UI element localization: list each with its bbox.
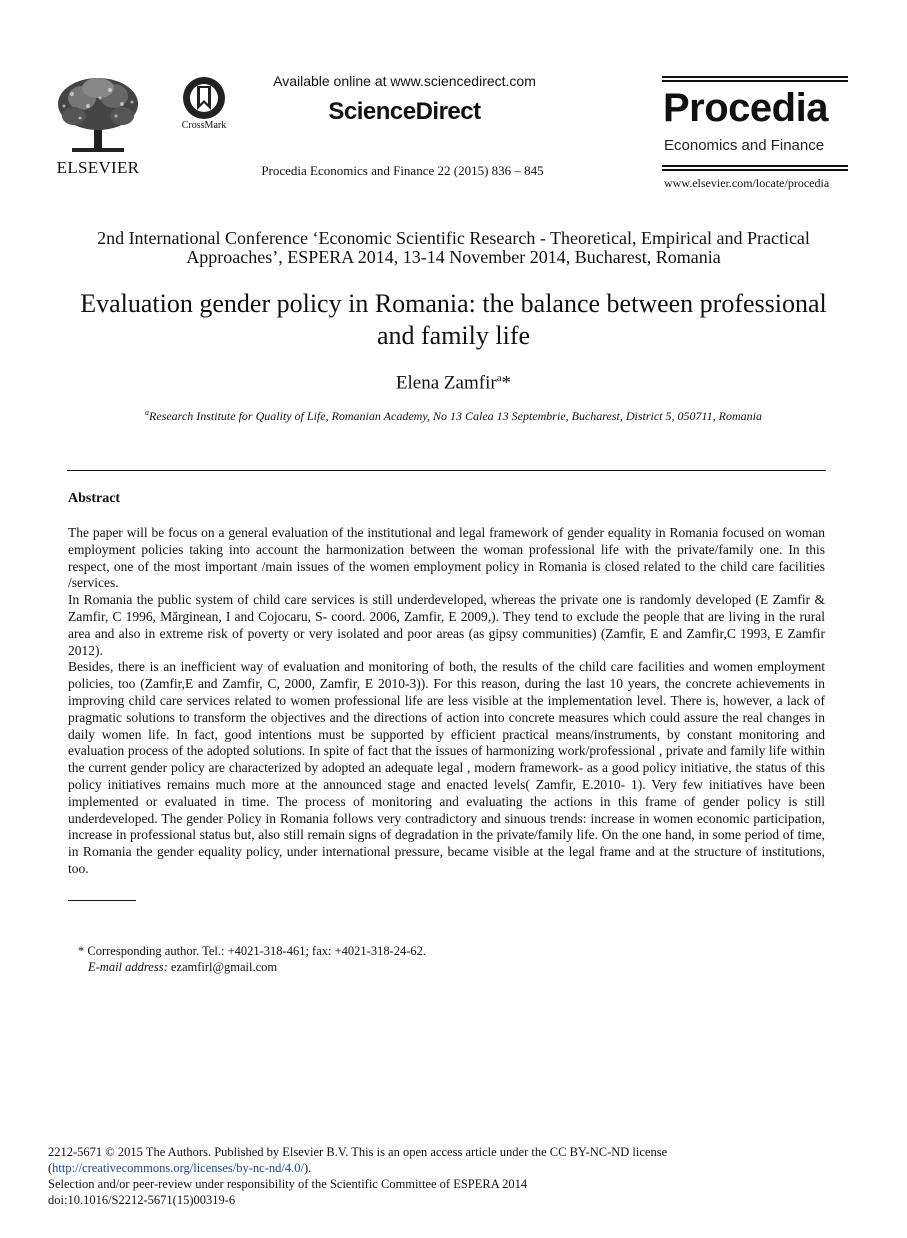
license-url-close: ). [303,1161,312,1175]
license-url-link[interactable]: http://creativecommons.org/licenses/by-nc-nd/4.0/ [52,1161,304,1175]
procedia-logo-subtitle: Economics and Finance [664,137,825,154]
license-footer [48,1144,868,1208]
available-online-text: Available online at www.sciencedirect.com [273,73,536,89]
corresponding-author-note: * Corresponding author. Tel.: +4021-318-461; fax: +4021-318-24-62. [78,944,427,958]
crossmark-icon[interactable] [182,76,226,120]
doi: doi:10.1016/S2212-5671(15)00319-6 [48,1193,236,1207]
elsevier-tree-logo-icon [52,76,144,156]
license-url-open: ( [48,1161,53,1175]
procedia-bottom-rule [662,165,848,167]
footnote-divider [68,900,136,901]
author-affiliation-mark: a [496,372,502,384]
affiliation [40,408,867,424]
sciencedirect-logo: ScienceDirect [328,98,481,125]
abstract-paragraph: Besides, there is an inefficient way of evaluation and monitoring of both, the results of the child care facilities and women employment policies, too (Zamfir,E and Zamfir, C, 2000, Zamfir, E 2010-3)). For this reason, during the last 10 years, the concrete achievements in improving child care services related to women professional life are less visible at the implementation level. There is, however, a lack of pragmatic solutions to transform the objectives and the directions of action into concrete measures which could assure the real changes in daily women life. In fact, good intentions must be supported by efficient practical means/instruments, by constant monitoring and evaluation process of the adopted solutions. In spite of fact that the issues of harmonizing work/professional , private and family life within the current gender policy are characterized by adopted an adequate legal , modern framework- as a good policy initiative, the status of this policy initiatives remains much more at the announced stage and enacted levels( Zamfir, E.2010- 1). Very few initiatives have been implemented or evaluated in time. The process of monitoring and evaluating the actions in this frame of gender policy is still underdeveloped. The gender Policy in Romania follows very contradictory and sinuous trends: increase in women economic participation, increase in professional status but, also still remain signs of degradation in the private/family life. On the one hand, in some period of time, in Romania the gender equality policy, under international pressure, became visible at the legal frame and at the structure of institutions, too. [68,659,825,876]
procedia-logo-title: Procedia [663,86,828,130]
email-address[interactable]: ezamfirl@gmail.com [170,960,278,974]
corresponding-mark: * [501,372,512,394]
procedia-top-rule-2 [662,80,848,82]
publisher-name: ELSEVIER [56,158,140,177]
affiliation-text: Research Institute for Quality of Life, Romanian Academy, No 13 Calea 13 Septembrie, Bucharest, District 5, 050711, Romania [149,409,762,423]
email-label: E-mail address: [88,960,168,974]
abstract-paragraph: The paper will be focus on a general evaluation of the institutional and legal framework of gender equality in Romania focused on woman employment policies taking into account the harmonization between the woman professional life with the private/family one. In this respect, one of the most important /main issues of the women employment policy in Romania is closed related to the child care facilities /services. [68,525,825,591]
journal-url-link[interactable]: www.elsevier.com/locate/procedia [664,176,830,190]
abstract-paragraph: In Romania the public system of child care services is still underdeveloped, whereas the private one is randomly developed (E Zamfir & Zamfir, C 1996, Mărginean, I and Cojocaru, S- coord. 2006, Zamfir, E 2009,). They tend to exclude the people that are living in the rural area and also in extreme risk of poverty or very isolated and poor areas (as gipsy communities) (Zamfir, E and Zamfir,C 1993, E Zamfir 2012). [68,592,825,658]
email-note [88,959,277,975]
license-line: 2212-5671 © 2015 The Authors. Published by Elsevier B.V. This is an open access article under the CC BY-NC-ND license [48,1145,668,1159]
peer-review-line: Selection and/or peer-review under responsibility of the Scientific Committee of ESPERA 2014 [48,1177,528,1191]
header-divider [67,470,826,471]
abstract-body [68,525,825,878]
journal-citation: Procedia Economics and Finance 22 (2015) 836 – 845 [261,163,544,178]
conference-name: 2nd International Conference ‘Economic Scientific Research - Theoretical, Empirical and Practical Approaches’, ESPERA 2014, 13-14 November 2014, Bucharest, Romania [97,228,810,267]
author-name: Elena Zamfir [395,372,497,394]
affiliation-mark: a [145,408,150,417]
paper-title: Evaluation gender policy in Romania: the balance between professional and family life [80,289,827,350]
abstract-heading: Abstract [68,491,121,506]
crossmark-label: CrossMark [181,120,227,131]
author-line [60,372,847,394]
license-url-line [48,1160,868,1176]
procedia-bottom-rule-2 [662,169,848,171]
procedia-top-rule [662,76,848,78]
